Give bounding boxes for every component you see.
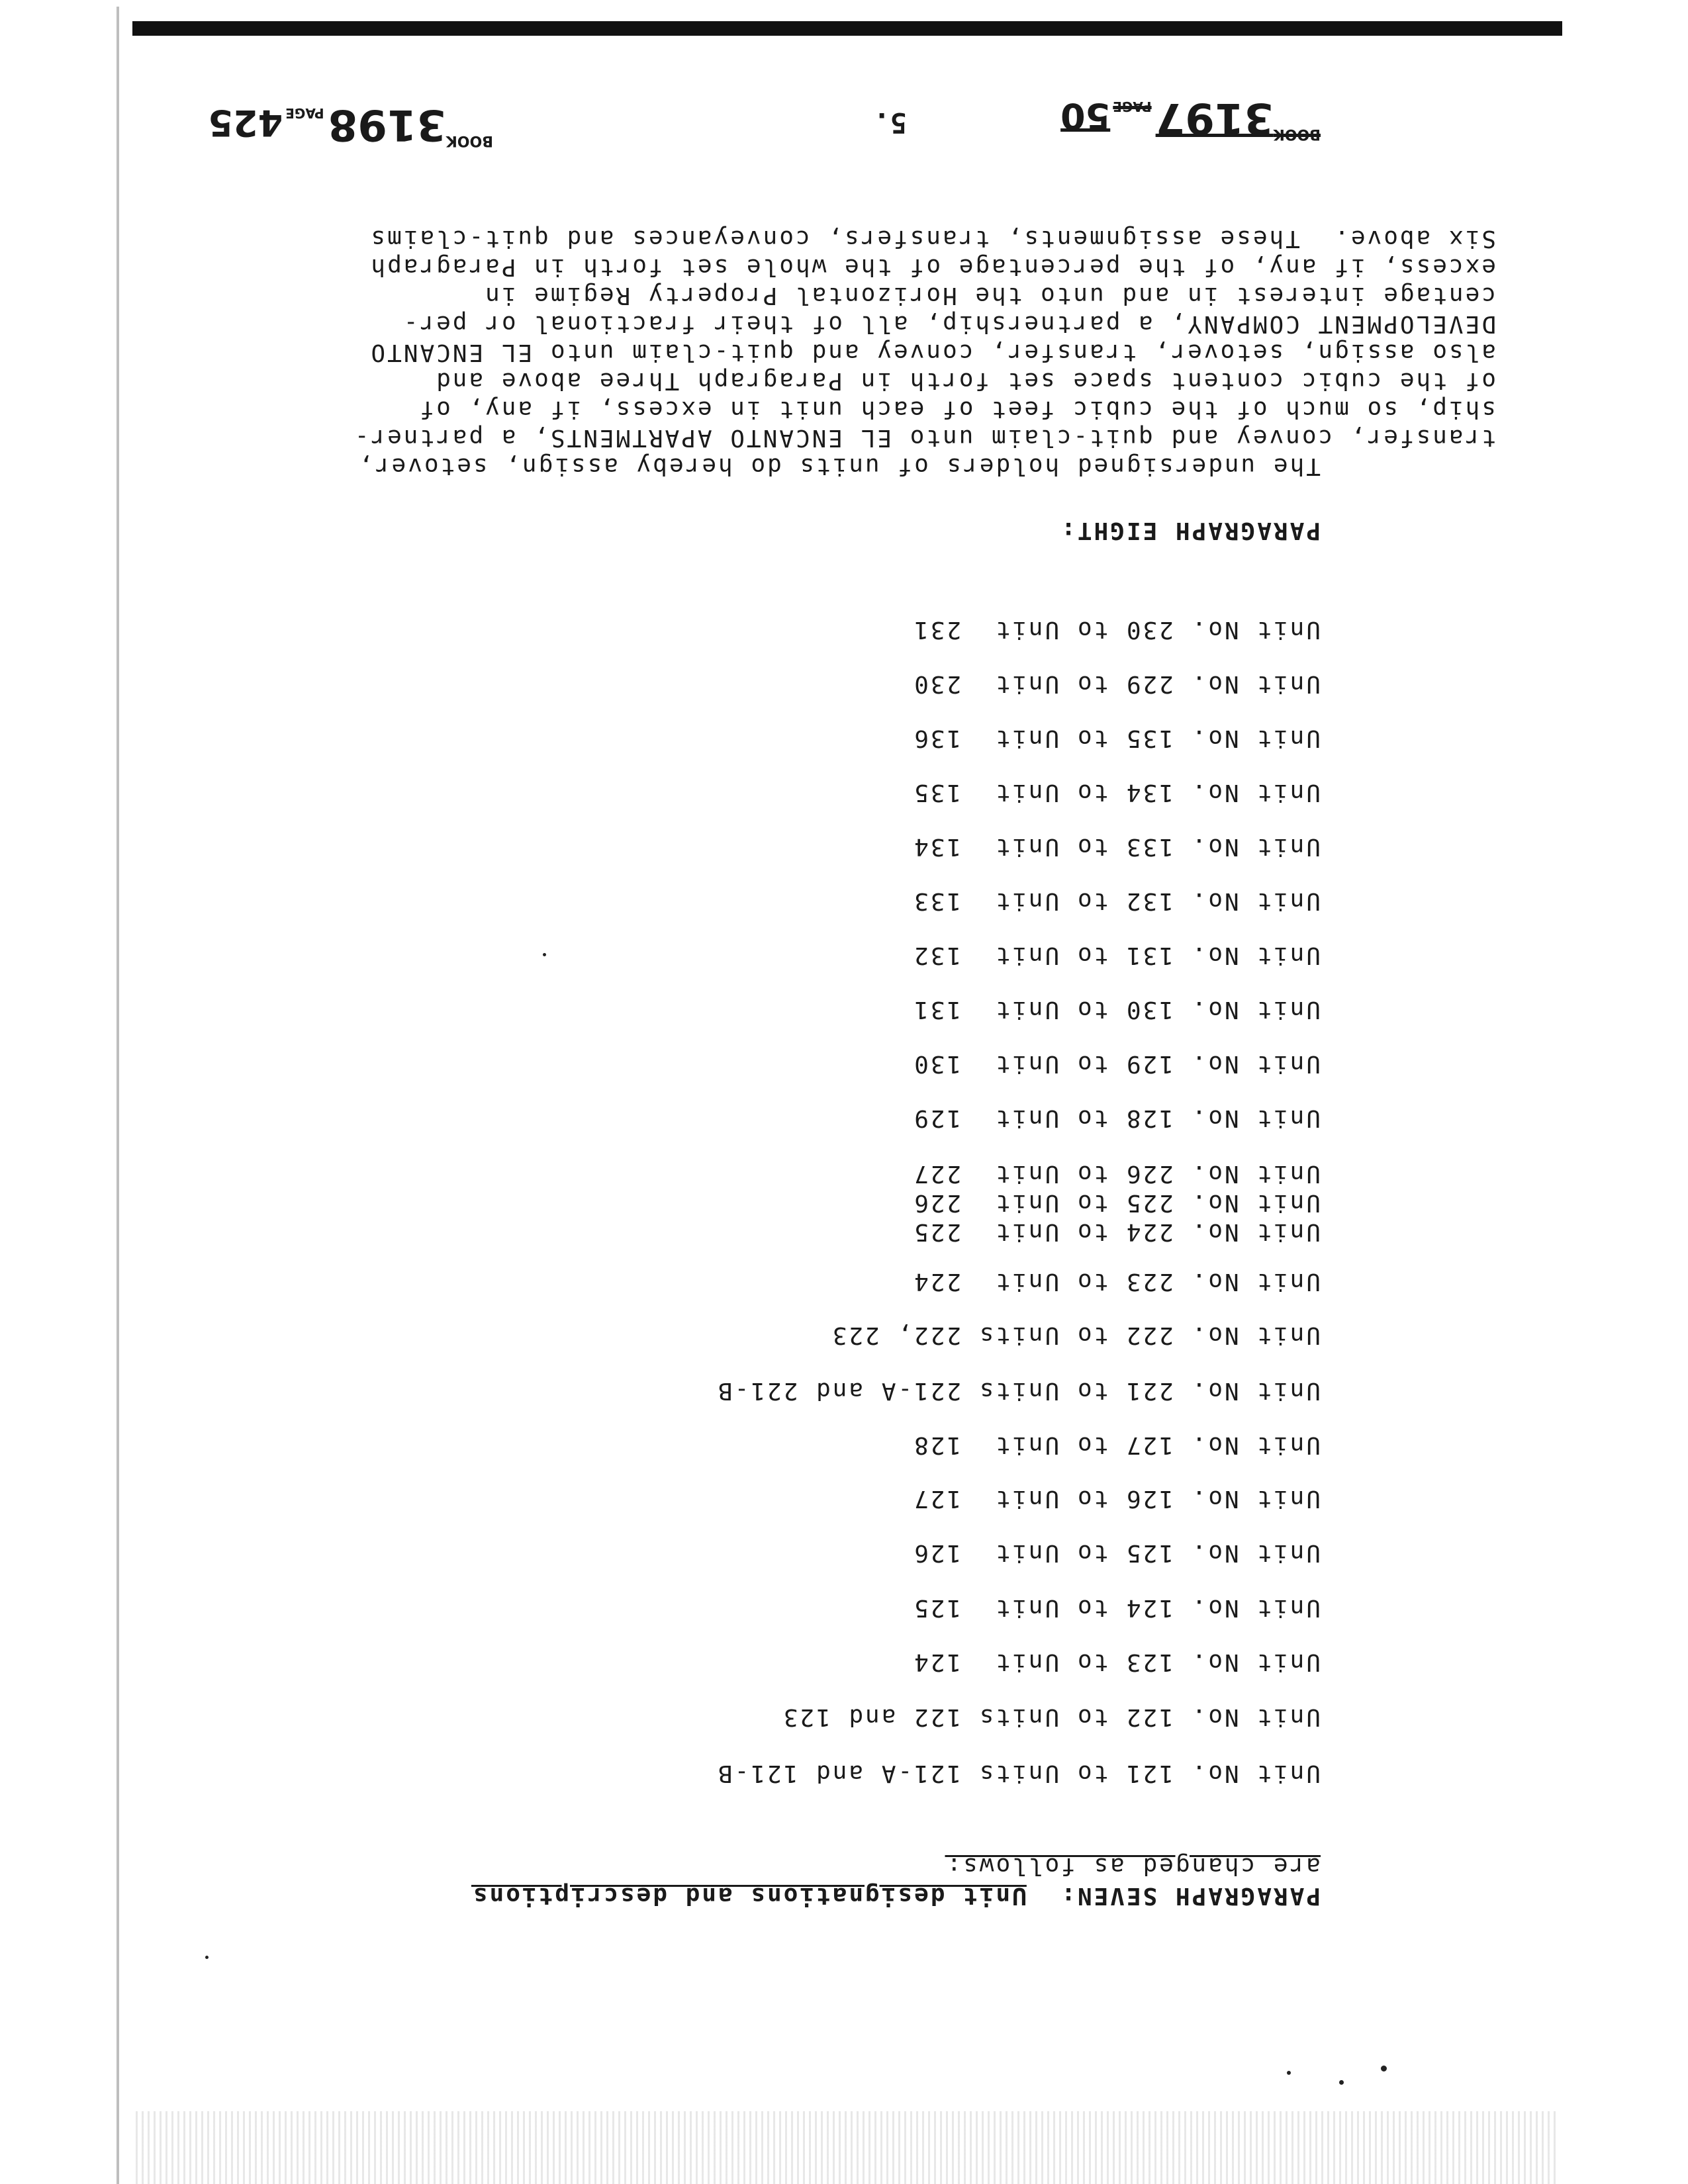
book-page-stamp-current: BOOK3198PAGE425	[208, 100, 493, 149]
unit-change-line: Unit No. 224 to Unit 225	[912, 1218, 1321, 1246]
unit-change-line: Unit No. 121 to Units 121-A and 121-B	[716, 1760, 1321, 1787]
paragraph-eight-line: transfer, convey and quit-claim unto EL ENCANTO APARTMENTS, a partner-	[352, 424, 1496, 451]
scan-speck	[543, 953, 546, 956]
paragraph-eight-line: ship, so much of the cubic feet of each unit in excess, if any, of	[418, 396, 1496, 423]
paragraph-seven-heading: PARAGRAPH SEVEN: Unit designations and descriptions	[471, 1882, 1321, 1909]
unit-change-line: Unit No. 135 to Unit 136	[912, 725, 1321, 752]
paragraph-eight-line: DEVELOPMENT COMPANY, a partnership, all of their fractional or per-	[401, 310, 1496, 338]
unit-change-line: Unit No. 226 to Unit 227	[912, 1160, 1321, 1187]
unit-change-line: Unit No. 127 to Unit 128	[912, 1432, 1321, 1459]
scan-speck	[1381, 2066, 1387, 2071]
page-reference-number: 425	[208, 102, 283, 144]
old-book-number: 3197	[1155, 93, 1274, 142]
paragraph-eight-line: excess, if any, of the percentage of the whole set forth in Paragraph	[369, 253, 1496, 281]
book-page-stamp-old-struck: BOOK3197PAGE50	[1060, 93, 1321, 142]
scan-border-left	[117, 7, 119, 2184]
paragraph-eight-line: also assign, setover, transfer, convey and quit-claim unto EL ENCANTO	[369, 339, 1496, 366]
unit-change-line: Unit No. 131 to Unit 132	[912, 942, 1321, 969]
unit-change-line: Unit No. 223 to Unit 224	[912, 1268, 1321, 1295]
unit-change-line: Unit No. 134 to Unit 135	[912, 779, 1321, 806]
unit-change-line: Unit No. 133 to Unit 134	[912, 833, 1321, 860]
unit-change-line: Unit No. 123 to Unit 124	[912, 1649, 1321, 1676]
book-number: 3198	[328, 100, 446, 149]
unit-change-line: Unit No. 230 to Unit 231	[912, 616, 1321, 643]
paragraph-seven-intro: are changed as follows:	[945, 1852, 1321, 1880]
scan-speck	[205, 1956, 209, 1959]
unit-change-line: Unit No. 225 to Unit 226	[912, 1189, 1321, 1216]
paragraph-eight-line: The undersigned holders of units do hereby assign, setover,	[357, 453, 1321, 480]
unit-change-line: Unit No. 229 to Unit 230	[912, 670, 1321, 698]
unit-change-line: Unit No. 221 to Units 221-A and 221-B	[716, 1377, 1321, 1404]
page-number: 5.	[873, 107, 907, 139]
scan-speck	[1287, 2071, 1291, 2075]
unit-change-line: Unit No. 124 to Unit 125	[912, 1594, 1321, 1621]
unit-change-line: Unit No. 128 to Unit 129	[912, 1105, 1321, 1132]
scan-border-top	[132, 21, 1562, 36]
paragraph-eight-line: Six above. These assignments, transfers, conveyances and quit-claims	[369, 225, 1496, 252]
unit-change-line: Unit No. 222 to Units 222, 223	[830, 1322, 1321, 1349]
unit-change-line: Unit No. 122 to Units 122 and 123	[781, 1704, 1321, 1731]
scan-speck	[1339, 2080, 1344, 2085]
unit-change-line: Unit No. 132 to Unit 133	[912, 887, 1321, 915]
unit-change-line: Unit No. 130 to Unit 131	[912, 996, 1321, 1023]
paragraph-eight-line: of the cubic content space set forth in Paragraph Three above and	[434, 367, 1496, 394]
paragraph-eight-line: centage interest in and unto the Horizontal Property Regime in	[483, 282, 1496, 309]
old-page-reference-number: 50	[1060, 95, 1111, 137]
unit-change-line: Unit No. 129 to Unit 130	[912, 1050, 1321, 1077]
paragraph-eight-heading: PARAGRAPH EIGHT:	[1059, 517, 1321, 544]
unit-change-line: Unit No. 125 to Unit 126	[912, 1539, 1321, 1567]
unit-change-line: Unit No. 126 to Unit 127	[912, 1485, 1321, 1512]
scan-noise-bottom	[132, 2111, 1556, 2184]
